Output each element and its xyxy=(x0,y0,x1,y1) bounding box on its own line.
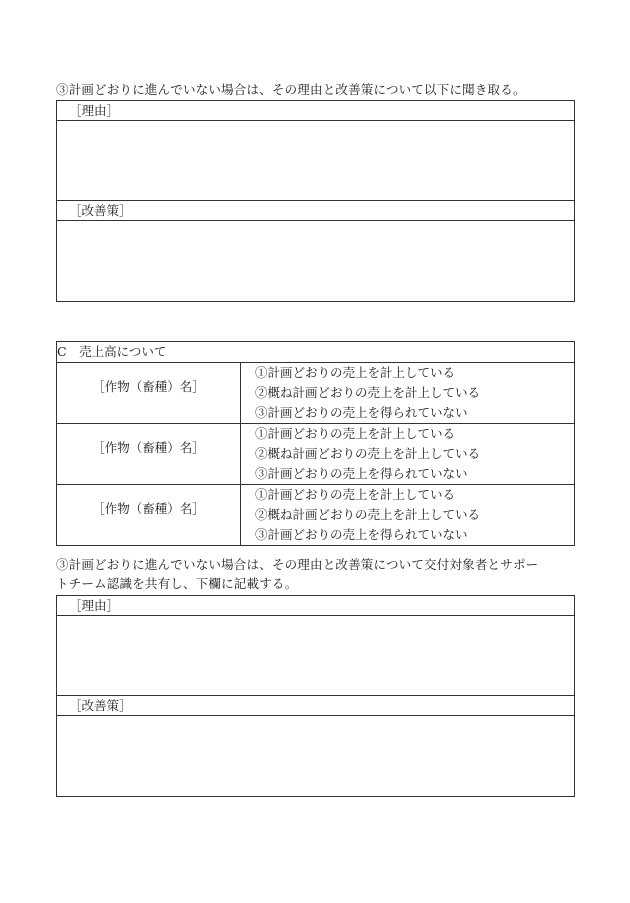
section2-instruction-line2: トチーム認識を共有し、下欄に記載する。 xyxy=(56,576,298,591)
crop-name-cell[interactable]: ［作物（畜種）名］ xyxy=(57,424,241,485)
sales-heading: C 売上高について xyxy=(57,342,575,363)
section2-form-box xyxy=(56,595,575,797)
section1-reason-field[interactable] xyxy=(57,121,574,201)
section1-improvement-field[interactable] xyxy=(57,221,574,301)
crop-name-cell[interactable]: ［作物（畜種）名］ xyxy=(57,485,241,546)
sales-options xyxy=(241,363,575,424)
sales-option[interactable]: ③計画どおりの売上を得られていない xyxy=(255,527,468,542)
sales-row xyxy=(57,424,575,485)
section2-reason-label: ［理由］ xyxy=(57,596,574,616)
section1-reason-label: ［理由］ xyxy=(57,101,574,121)
sales-options xyxy=(241,424,575,485)
sales-row xyxy=(57,363,575,424)
sales-option[interactable]: ②概ね計画どおりの売上を計上している xyxy=(255,446,481,461)
section2-reason-field[interactable] xyxy=(57,616,574,696)
section1-form-box xyxy=(56,100,575,302)
section1-instruction: ③計画どおりに進んでいない場合は、その理由と改善策について以下に聞き取る。 xyxy=(56,82,526,97)
sales-option[interactable]: ②概ね計画どおりの売上を計上している xyxy=(255,507,481,522)
sales-option[interactable]: ③計画どおりの売上を得られていない xyxy=(255,405,468,420)
section2-improvement-label: ［改善策］ xyxy=(57,696,574,716)
sales-options xyxy=(241,485,575,546)
sales-table xyxy=(56,341,575,546)
section2-instruction-line1: ③計画どおりに進んでいない場合は、その理由と改善策について交付対象者とサポー xyxy=(56,557,539,572)
section2-instruction xyxy=(56,555,580,593)
section1-improvement-label: ［改善策］ xyxy=(57,201,574,221)
sales-option[interactable]: ②概ね計画どおりの売上を計上している xyxy=(255,385,481,400)
sales-option[interactable]: ③計画どおりの売上を得られていない xyxy=(255,466,468,481)
sales-option[interactable]: ①計画どおりの売上を計上している xyxy=(255,365,456,380)
sales-option[interactable]: ①計画どおりの売上を計上している xyxy=(255,487,456,502)
sales-row xyxy=(57,485,575,546)
sales-option[interactable]: ①計画どおりの売上を計上している xyxy=(255,426,456,441)
section2-improvement-field[interactable] xyxy=(57,716,574,796)
crop-name-cell[interactable]: ［作物（畜種）名］ xyxy=(57,363,241,424)
